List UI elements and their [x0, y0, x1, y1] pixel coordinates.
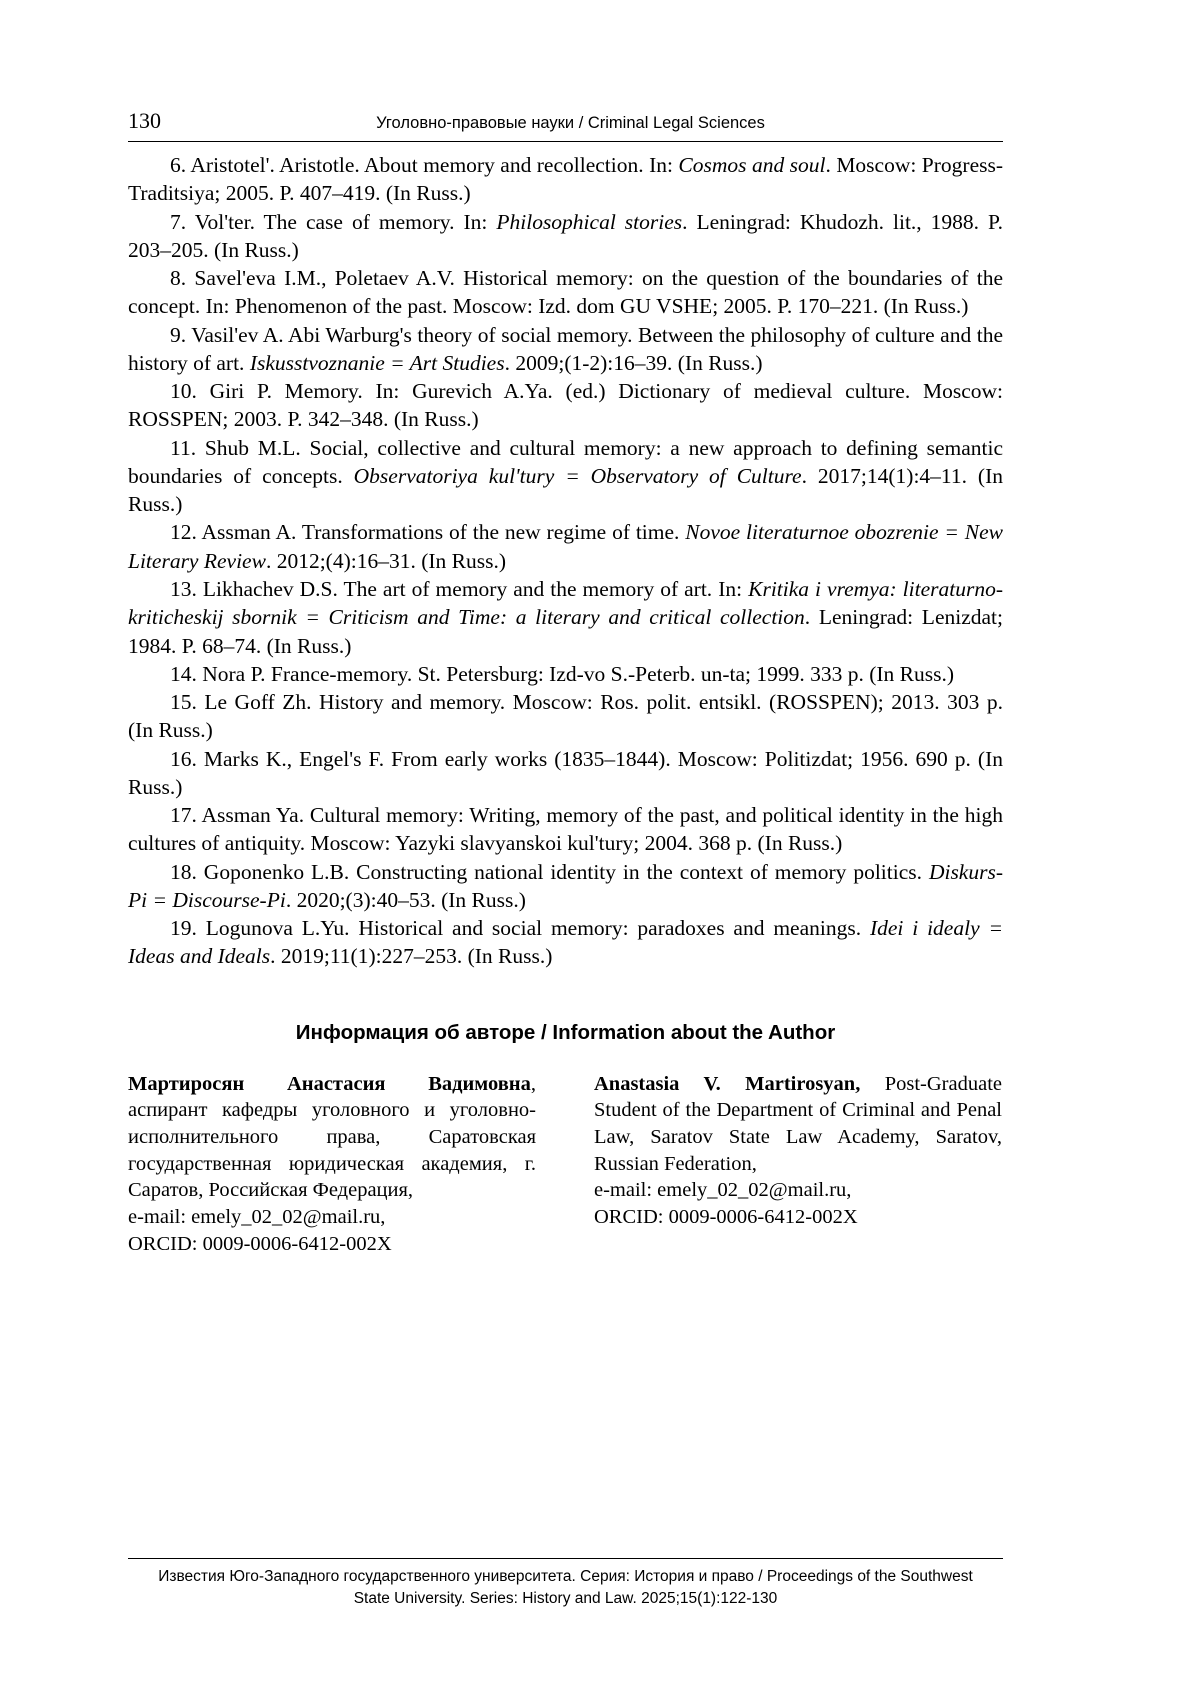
reference-text: 13. Likhachev D.S. The art of memory and the memory of art. In:	[170, 576, 749, 601]
reference-title-italic: Idei i idealy = Ideas and Ideals	[128, 916, 1003, 969]
page-footer	[128, 1558, 1003, 1610]
reference-text: 15. Le Goff Zh. History and memory. Moscow: Ros. polit. entsikl. (ROSSPEN); 2013. 303 p. (In Russ.)	[128, 690, 1003, 743]
references-list	[128, 151, 1003, 971]
reference-text: . 2012;(4):16–31. (In Russ.)	[265, 548, 507, 573]
page-number: 130	[128, 108, 161, 133]
reference-text: 12. Assman A. Transformations of the new regime of time.	[170, 520, 686, 545]
reference-title-italic: Novoe literaturnoe obozrenie = New Literary Review	[128, 520, 1003, 573]
reference-title-italic: Observatoriya kul'tury = Observatory of Culture	[353, 463, 802, 488]
page-content	[128, 108, 1003, 1257]
reference-item	[128, 688, 1003, 745]
author-ru-name: Мартиросян Анастасия Вадимовна	[128, 1072, 531, 1095]
footer-line-2: State University. Series: History and Law. 2025;15(1):122-130	[353, 1590, 778, 1607]
reference-item	[128, 151, 1003, 208]
reference-text: 7. Vol'ter. The case of memory. In:	[170, 209, 497, 234]
reference-item	[128, 264, 1003, 321]
author-en-text	[594, 1071, 1002, 1178]
author-ru-text	[128, 1071, 536, 1204]
footer-divider	[128, 1558, 1003, 1559]
author-ru-email: e-mail: emely_02_02@mail.ru,	[128, 1205, 386, 1228]
reference-item	[128, 434, 1003, 519]
header-divider	[128, 141, 1003, 142]
footer-line-1: Известия Юго-Западного государственного университета. Серия: История и право / Proceedings of the Southwest	[158, 1568, 973, 1585]
author-section-heading: Информация об авторе / Information about the Author	[295, 1020, 836, 1044]
reference-text: 17. Assman Ya. Cultural memory: Writing, memory of the past, and political identity in the high cultures of antiquity. Moscow: Yazyki slavyanskoi kul'tury; 2004. 368 p. (In Russ.)	[128, 803, 1003, 856]
reference-text: 6. Aristotel'. Aristotle. About memory and recollection. In:	[170, 153, 679, 177]
reference-item	[128, 858, 1003, 915]
author-en-email: e-mail: emely_02_02@mail.ru,	[594, 1179, 852, 1202]
reference-item	[128, 745, 1003, 802]
reference-item	[128, 660, 1003, 688]
reference-text: 10. Giri P. Memory. In: Gurevich A.Ya. (ed.) Dictionary of medieval culture. Moscow: ROSSPEN; 2003. P. 342–348. (In Russ.)	[128, 379, 1003, 432]
reference-text: 14. Nora P. France-memory. St. Petersburg: Izd-vo S.-Peterb. un-ta; 1999. 333 p. (In Russ.)	[170, 661, 955, 686]
reference-title-italic: Philosophical stories	[496, 209, 683, 234]
reference-title-italic: Kritika i vremya: literaturno-kriticheskij sbornik = Criticism and Time: a literary and critical collection	[128, 576, 1004, 630]
reference-text: 16. Marks K., Engel's F. From early works (1835–1844). Moscow: Politizdat; 1956. 690 p. (In Russ.)	[128, 746, 1003, 799]
reference-title-italic: Iskusstvoznanie = Art Studies	[249, 350, 505, 375]
reference-text: . Leningrad: Lenizdat; 1984. P. 68–74. (In Russ.)	[128, 605, 1003, 658]
reference-text: . Moscow: Progress-Traditsiya; 2005. P. 407–419. (In Russ.)	[128, 153, 1004, 206]
reference-text: 9. Vasil'ev A. Abi Warburg's theory of social memory. Between the philosophy of culture and the history of art.	[128, 322, 1003, 375]
author-info-block	[128, 1071, 1003, 1257]
reference-text: . 2019;11(1):227–253. (In Russ.)	[270, 944, 553, 969]
reference-text: 18. Goponenko L.B. Constructing national identity in the context of memory politics.	[170, 859, 929, 884]
running-head-title: Уголовно-правовые науки / Criminal Legal Sciences	[376, 114, 765, 132]
reference-item	[128, 914, 1003, 971]
reference-text: . 2009;(1-2):16–39. (In Russ.)	[504, 350, 763, 375]
author-info-english	[594, 1071, 1002, 1257]
running-head	[128, 108, 1003, 141]
author-ru-orcid: ORCID: 0009-0006-6412-002X	[128, 1232, 392, 1255]
reference-title-italic: Cosmos and soul	[678, 153, 826, 177]
reference-title-italic: Diskurs-Pi = Discourse-Pi	[128, 859, 1003, 912]
reference-text: . 2020;(3):40–53. (In Russ.)	[285, 887, 526, 912]
reference-text: 19. Logunova L.Yu. Historical and social memory: paradoxes and meanings.	[170, 916, 870, 941]
reference-text: 11. Shub M.L. Social, collective and cultural memory: a new approach to defining semantic boundaries of concepts.	[128, 435, 1003, 488]
reference-item	[128, 801, 1003, 858]
author-en-affiliation: Post-Graduate Student of the Department of Criminal and Penal Law, Saratov State Law Academy, Saratov, Russian Federation,	[594, 1072, 1002, 1175]
author-en-orcid: ORCID: 0009-0006-6412-002X	[594, 1205, 858, 1228]
reference-item	[128, 377, 1003, 434]
author-en-name: Anastasia V. Martirosyan,	[594, 1072, 861, 1095]
reference-item	[128, 518, 1003, 575]
reference-item	[128, 575, 1003, 660]
author-info-russian	[128, 1071, 536, 1257]
reference-text: . Leningrad: Khudozh. lit., 1988. P. 203–205. (In Russ.)	[128, 209, 1003, 262]
footer-citation	[128, 1566, 1003, 1610]
reference-item	[128, 321, 1003, 378]
reference-text: 8. Savel'eva I.M., Poletaev A.V. Historical memory: on the question of the boundaries of the concept. In: Phenomenon of the past. Moscow: Izd. dom GU VSHE; 2005. P. 170–221. (In Russ.)	[128, 266, 1003, 319]
reference-text: . 2017;14(1):4–11. (In Russ.)	[128, 463, 1004, 517]
reference-item	[128, 208, 1003, 265]
author-ru-affiliation: , аспирант кафедры уголовного и уголовно-исполнительного права, Саратовская государственная юридическая академия, г. Саратов, Российская Федерация,	[128, 1072, 536, 1202]
